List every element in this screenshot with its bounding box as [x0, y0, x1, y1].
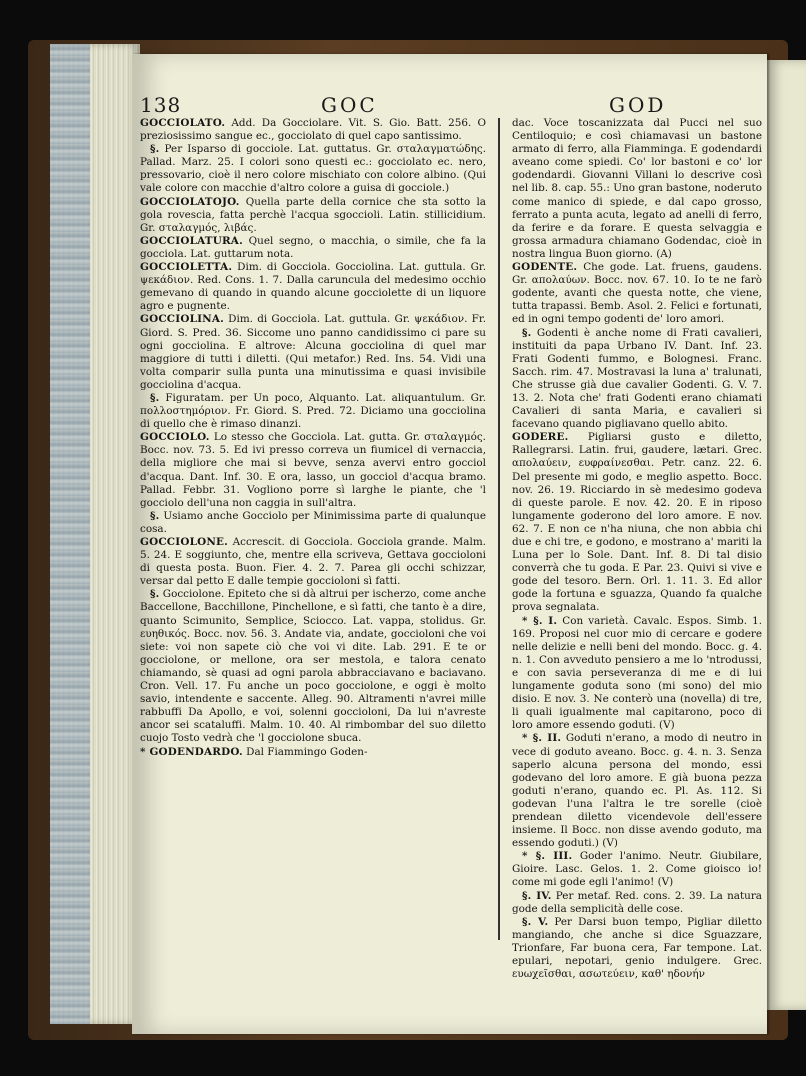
- entry-definition: Add. Da Gocciolare. Vit. S. Gio. Batt. 256. O preziosissimo sangue ec., gocciolato di quel capo santissimo.: [140, 117, 486, 143]
- entry-definition: Goduti n'erano, a modo di neutro in vece di goduto aveano. Bocc. g. 4. n. 3. Senza saperlo alcuna persona del mondo, essi godevano del loro amore. E già buona pezza goduti n'erano, quando ec. Pl. As. 112. Si godevan l'una l'altra le tre sorelle (cioè prendean diletto vicendevole dell'essere insieme. Il Bocc. non disse avendo goduto, ma essendo goduti.) (V): [512, 732, 762, 850]
- entry-headword: * §. II.: [522, 732, 562, 745]
- entry-definition: Gocciolone. Epiteto che si dà altrui per ischerzo, come anche Baccellone, Bacchillone, Pinchellone, e sì fatti, che tanto è a dire, quanto Scimunito, Semplice, Sciocco. Lat. vappa, stolidus. Gr. ευηθικός. Bocc. nov. 56. 3. Andate via, andate, goccioloni che voi siete: voi non sapete ciò che voi vi dite. Lab. 291. E te or gocciolone, or mellone, ora ser mestola, e talora cenato chiamando, sè quasi ad ogni parola abbracciavano e baciavano. Cron. Vell. 17. Fu anche un poco gocciolone, e oggi è molto savio, intendente e saccente. Alleg. 90. Altramenti n'avrei mille rabbuffi Da Apollo, e voi, solenni goccioloni, Da lui n'avreste ancor sei scataluffi. Malm. 10. 40. Al rimbombar del suo diletto cuojo Tosto vedrà che 'l gocciolone sbuca.: [140, 588, 486, 745]
- entry-definition: Figuratam. per Un poco, Alquanto. Lat. aliquantulum. Gr. πολλοστημόριον. Fr. Giord. S. Pred. 72. Diciamo una gocciolina di quello che è rimaso dinanzi.: [140, 391, 487, 431]
- right-column: [512, 117, 763, 981]
- entry-headword: * §. I.: [522, 614, 558, 627]
- entry-definition: Accrescit. di Gocciola. Gocciola grande. Malm. 5. 24. E soggiunto, che, mentre ella scriveva, Gettava goccioloni di questa posta. Buon. Fier. 4. 2. 7. Parea gli occhi schizzar, versar dal petto E dalle tempie goccioloni sì fatti.: [140, 536, 486, 588]
- entry-headword: GOCCIOLONE.: [140, 536, 228, 548]
- dictionary-entry: [140, 510, 486, 536]
- dictionary-entry: [512, 850, 762, 889]
- dictionary-entry: [512, 890, 762, 916]
- dictionary-entry: [140, 536, 486, 588]
- dictionary-entry: [512, 916, 762, 981]
- left-guide-word: GOC: [321, 93, 378, 117]
- dictionary-entry: [140, 235, 486, 261]
- entry-headword: §.: [522, 326, 532, 339]
- entry-definition: Per Darsi buon tempo, Pigliar diletto mangiando, che anche si dice Sguazzare, Trionfare, Far buona cera, Far tempone. Lat. epulari, nepotari, genio indulgere. Grec. ευωχεῖσθαι, ασωτεύειν, καθ' ηδονήν: [512, 915, 763, 981]
- page-header: [140, 93, 667, 119]
- entry-definition: Dim. di Gocciola. Gocciolina. Lat. guttula. Gr. ψεκάδιον. Red. Cons. 1. 7. Dalla caruncula del medesimo occhio gemevano di quando in quando alcune gocciolette di un liquore agro e pugnente.: [140, 261, 487, 313]
- dictionary-entry: [512, 261, 762, 326]
- column-divider: [498, 118, 501, 940]
- dictionary-entry: [512, 327, 762, 432]
- entry-definition: Con varietà. Cavalc. Espos. Simb. 1. 169. Proposi nel cuor mio di cercare e godere nelle delizie e nelli beni del mondo. Bocc. g. 4. n. 1. Con avveduto pensiero a me lo 'ntrodussi, e con savia perseveranza di me e di lui lungamente goduta sono (mi sono) del mio disio. E nov. 3. Ne conterò una (novella) di tre, li quali igualmente mal capitarono, poco di loro amore essendo goduti. (V): [512, 614, 762, 732]
- facing-page-edge: [767, 60, 806, 1010]
- dictionary-entry: [140, 196, 486, 235]
- entry-headword: §.: [150, 391, 160, 404]
- entry-headword: * §. III.: [522, 850, 573, 863]
- dictionary-entry: [140, 746, 486, 759]
- entry-headword: GOCCIOLATO.: [140, 117, 226, 129]
- right-guide-word: GOD: [609, 93, 667, 117]
- entry-headword: GOCCIOLETTA.: [140, 261, 233, 274]
- entry-definition: Per metaf. Red. cons. 2. 39. La natura gode della semplicità delle cose.: [512, 889, 762, 915]
- entry-headword: §. IV.: [522, 889, 552, 902]
- dictionary-entry: [140, 392, 486, 431]
- entry-definition: Lo stesso che Gocciola. Lat. gutta. Gr. σταλαγμός. Bocc. nov. 73. 5. Ed ivi presso correva un fiumicel di vernaccia, della migliore che mai si bevve, senza avervi entro gocciol d'acqua. Dant. Inf. 30. E ora, lasso, un gocciol d'acqua bramo. Pallad. Febbr. 31. Vogliono porre sì larghe le piante, che 'l gocciolo dell'una non caggia in sull'altra.: [140, 431, 486, 509]
- dictionary-entry: [512, 732, 762, 850]
- entry-definition: Quel segno, o macchia, o simile, che fa la gocciola. Lat. guttarum nota.: [140, 234, 486, 260]
- dictionary-entry: [140, 313, 486, 392]
- entry-definition: Goder l'animo. Neutr. Giubilare, Gioire. Lasc. Gelos. 1. 2. Come gioisco io! come mi gode egli l'animo! (V): [512, 850, 762, 889]
- page-number: 138: [140, 93, 182, 117]
- entry-headword: GODENTE.: [512, 261, 578, 274]
- entry-definition: Per Isparso di gocciole. Lat. guttatus. Gr. σταλαγματώδης. Pallad. Marz. 25. I colori sono questi ec.: gocciolato ec. nero, pressovario, cioè il nero colore mischiato con colore albino. (Qui vale colore con macchie d'altro colore a guisa di gocciole.): [140, 143, 486, 195]
- entry-definition: Dim. di Gocciola. Lat. guttula. Gr. ψεκάδιον. Fr. Giord. S. Pred. 36. Siccome uno panno candidissimo ci pare su ogni gocciolina. E altrove: Alcuna gocciolina di quel mar maggiore di tutti i diletti. (Qui metafor.) Red. Ins. 54. Vidi una volta comparir sulla punta una minutissima e quasi invisibile gocciolina d'acqua.: [140, 313, 486, 391]
- dictionary-entry: [140, 117, 486, 143]
- entry-headword: §.: [150, 588, 160, 601]
- entry-definition: Che gode. Lat. fruens, gaudens. Gr. απολαύων. Bocc. nov. 67. 10. Io te ne farò godente, avanti che questa notte, che viene, tutta trapassi. Bemb. Asol. 2. Felici e fortunati, ed in ogni tempo godenti de' loro amori.: [512, 261, 762, 326]
- entry-definition: Pigliarsi gusto e diletto, Rallegrarsi. Latin. frui, gaudere, lætari. Grec. απολαύειν, ευφραίνεσθαι. Petr. canz. 22. 6. Del presente mi godo, e meglio aspetto. Bocc. nov. 26. 19. Ricciardo in sè medesimo godeva di queste parole. E nov. 42. 20. E in riposo lungamente goderono del loro amore. E nov. 62. 7. E non ce n'ha niuna, che non abbia chi due e chi tre, e godono, e mostrano a' mariti la Luna per lo Sole. Dant. Inf. 8. Di tal disio converrà che tu goda. E Par. 23. Quivi si vive e gode del tesoro. Bern. Orl. 1. 11. 3. Ed allor gode la fortuna e sguazza, Quando fa qualche prova segnalata.: [512, 431, 763, 614]
- marbled-edge: [50, 44, 90, 1024]
- dictionary-entry: [512, 117, 762, 261]
- entry-headword: GOCCIOLATOJO.: [140, 195, 240, 208]
- dictionary-entry: [140, 588, 486, 745]
- entry-definition: Quella parte della cornice che sta sotto la gola rovescia, fatta perchè l'acqua sgoccioli. Latin. stillicidium. Gr. σταλαγμός, λιβάς.: [140, 195, 486, 234]
- dictionary-entry: [140, 431, 486, 510]
- entry-headword: GOCCIOLATURA.: [140, 234, 243, 247]
- entry-definition: Godenti è anche nome di Frati cavalieri, instituiti da papa Urbano IV. Dant. Inf. 23. Frati Godenti fummo, e Bolognesi. Franc. Sacch. rim. 47. Mostravasi la luna a' tralunati, Che strusse già due cavalier Godenti. G. V. 7. 13. 2. Nota che' frati Godenti erano chiamati Cavalieri di santa Maria, e cavalieri si facevano quando pigliavano quello abito.: [512, 326, 762, 431]
- dictionary-entry: [140, 261, 486, 313]
- entry-headword: * GODENDARDO.: [140, 745, 243, 758]
- entry-headword: GOCCIOLO.: [140, 431, 210, 444]
- entry-headword: §.: [150, 143, 160, 156]
- dictionary-entry: [512, 615, 762, 733]
- entry-headword: §. V.: [522, 915, 549, 928]
- entry-headword: GODERE.: [512, 431, 569, 444]
- entry-definition: Usiamo anche Gocciolo per Minimissima parte di qualunque cosa.: [140, 509, 486, 535]
- dictionary-entry: [512, 431, 762, 614]
- entry-headword: GOCCIOLINA.: [140, 313, 224, 326]
- entry-definition: dac. Voce toscanizzata dal Pucci nel suo Centiloquio; e così chiamavasi un bastone armato di ferro, alla Fiamminga. E godendardi aveano come spiedi. Co' lor bastoni e co' lor godendardi. Giovanni Villani lo descrive così nel lib. 8. cap. 55.: Uno gran bastone, noderuto come manico di spiede, e dal capo grosso, ferrato a punta acuta, legato ad anelli di ferro, da ferire e da forare. E questa selvaggia e grossa armadura chiamano Godendac, cioè in nostra lingua Buon giorno. (A): [512, 117, 762, 260]
- entry-headword: §.: [150, 509, 160, 522]
- left-column: [140, 117, 486, 942]
- dictionary-entry: [140, 143, 486, 195]
- entry-definition: Dal Fiammingo Goden-: [246, 745, 368, 758]
